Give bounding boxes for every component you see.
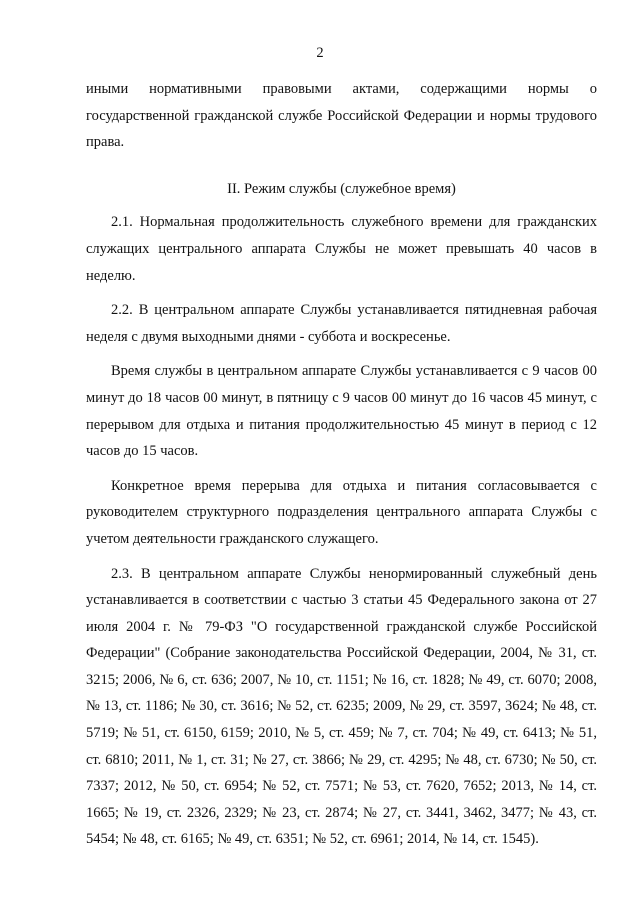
break-time-paragraph: Конкретное время перерыва для отдыха и питания согласовывается с руководителем структурного подразделения центрального аппарата Службы с учетом деятельности гражданского служащего.: [86, 477, 597, 547]
working-hours-paragraph: Время службы в центральном аппарате Службы устанавливается с 9 часов 00 минут до 18 часов 00 минут, в пятницу с 9 часов 00 минут до 16 часов 45 минут, с перерывом для отдыха и питания продолжительностью 45 минут в период с 12 часов до 15 часов.: [86, 363, 597, 460]
clause-2-3: 2.3. В центральном аппарате Службы ненормированный служебный день устанавливается в соответствии с частью 3 статьи 45 Федерального закона от 27 июля 2004 г. № 79-ФЗ "О государственной гражданской службе Российской Федерации" (Собрание законодательства Российской Федерации, 2004, № 31, ст. 3215; 2006, № 6, ст. 636; 2007, № 10, ст. 1151; № 16, ст. 1828; № 49, ст. 6070; 2008, № 13, ст. 1186; № 30, ст. 3616; № 52, ст. 6235; 2009, № 29, ст. 3597, 3624; № 48, ст. 5719; № 51, ст. 6150, 6159; 2010, № 5, ст. 459; № 7, ст. 704; № 49, ст. 6413; № 51, ст. 6810; 2011, № 1, ст. 31; № 27, ст. 3866; № 29, ст. 4295; № 48, ст. 6730; № 50, ст. 7337; 2012, № 50, ст. 6954; № 52, ст. 7571; № 53, ст. 7620, 7652; 2013, № 14, ст. 1665; № 19, ст. 2326, 2329; № 23, ст. 2874; № 27, ст. 3441, 3462, 3477; № 43, ст. 5454; № 48, ст. 6165; № 49, ст. 6351; № 52, ст. 6961; 2014, № 14, ст. 1545).: [86, 565, 597, 848]
clause-2-1: 2.1. Нормальная продолжительность служебного времени для гражданских служащих центрального аппарата Службы не может превышать 40 часов в неделю.: [86, 214, 597, 284]
section-heading: II. Режим службы (служебное время): [227, 180, 456, 197]
intro-paragraph: иными нормативными правовыми актами, содержащими нормы о государственной гражданской службе Российской Федерации и нормы трудового права.: [86, 81, 597, 151]
clause-2-2: 2.2. В центральном аппарате Службы устанавливается пятидневная рабочая неделя с двумя выходными днями - суббота и воскресенье.: [86, 302, 597, 345]
document-body: [86, 76, 597, 853]
page-number: 2: [316, 45, 324, 61]
